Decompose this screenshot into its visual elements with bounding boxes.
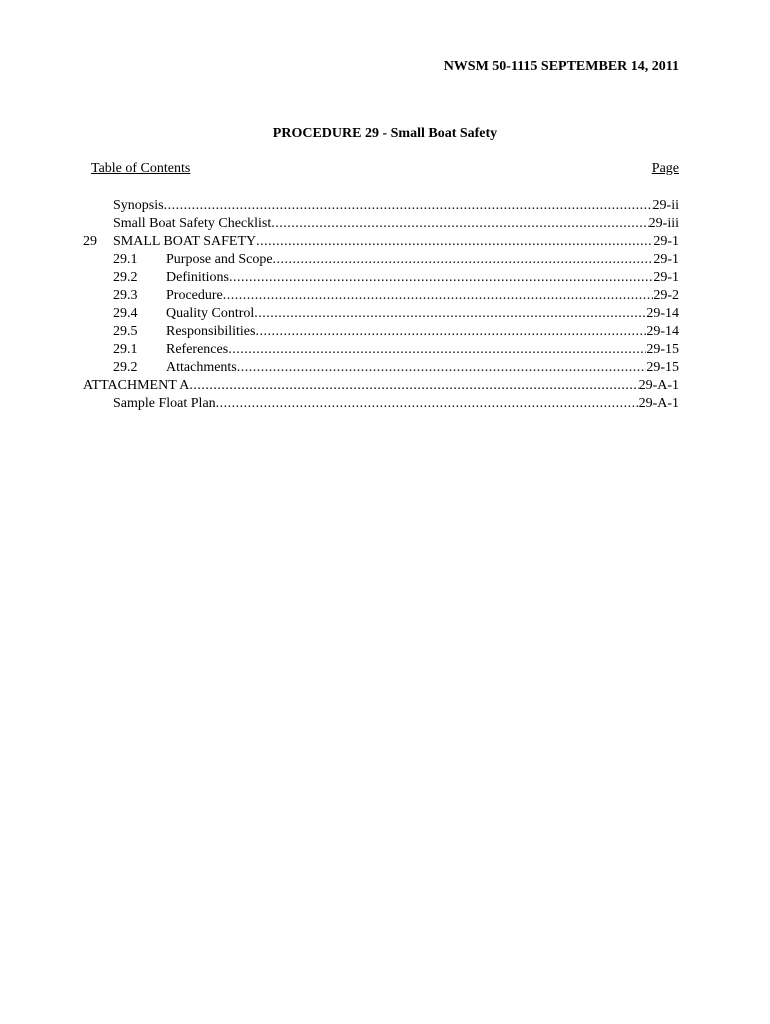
toc-entry-synopsis[interactable] bbox=[0, 197, 770, 215]
toc-entry-small-boat-safety[interactable] bbox=[0, 233, 770, 251]
toc-entry-page: 29-iii bbox=[648, 216, 679, 231]
toc-entry-page: 29-2 bbox=[653, 288, 679, 303]
toc-heading: Table of Contents bbox=[91, 161, 191, 176]
toc-entry-line bbox=[166, 287, 679, 305]
toc-entry-purpose-and-scope[interactable] bbox=[0, 251, 770, 269]
toc-entry-page: 29-1 bbox=[653, 252, 679, 267]
toc-entry-number: 29 bbox=[83, 234, 97, 249]
toc-entry-number: 29.3 bbox=[113, 288, 138, 303]
toc-entry-title: Attachments bbox=[166, 360, 237, 375]
toc-entry-line bbox=[166, 323, 679, 341]
toc-entry-line bbox=[113, 197, 679, 215]
toc-entry-title: References bbox=[166, 342, 229, 357]
toc-page-heading: Page bbox=[651, 161, 679, 176]
toc-entry-page: 29-1 bbox=[653, 270, 679, 285]
toc-entry-page: 29-15 bbox=[646, 360, 679, 375]
toc-entry-sample-float-plan[interactable] bbox=[0, 395, 770, 413]
toc-entry-procedure[interactable] bbox=[0, 287, 770, 305]
toc-entry-number: 29.1 bbox=[113, 342, 138, 357]
toc-entry-definitions[interactable] bbox=[0, 269, 770, 287]
toc-entry-quality-control[interactable] bbox=[0, 305, 770, 323]
dot-leader bbox=[273, 251, 654, 269]
toc-entry-page: 29-14 bbox=[646, 324, 679, 339]
toc-entry-attachment-a[interactable] bbox=[0, 377, 770, 395]
toc-entry-line bbox=[113, 395, 679, 413]
dot-leader bbox=[164, 197, 653, 215]
toc-entry-attachments[interactable] bbox=[0, 359, 770, 377]
toc-entry-number: 29.2 bbox=[113, 360, 138, 375]
toc-entry-title: Procedure bbox=[166, 288, 223, 303]
toc-entry-page: 29-15 bbox=[646, 342, 679, 357]
dot-leader bbox=[216, 395, 639, 413]
toc-entry-number: 29.1 bbox=[113, 252, 138, 267]
dot-leader bbox=[256, 233, 653, 251]
toc-entry-title: SMALL BOAT SAFETY bbox=[113, 234, 257, 249]
toc-entry-title: Synopsis bbox=[113, 198, 164, 213]
dot-leader bbox=[237, 359, 647, 377]
toc-entry-title: Purpose and Scope bbox=[166, 252, 273, 267]
toc-entry-line bbox=[166, 341, 679, 359]
toc-entry-responsibilities[interactable] bbox=[0, 323, 770, 341]
toc-entry-line bbox=[83, 377, 679, 395]
toc-entry-title: Small Boat Safety Checklist bbox=[113, 216, 272, 231]
toc-entry-line bbox=[166, 359, 679, 377]
procedure-title: PROCEDURE 29 - Small Boat Safety bbox=[272, 126, 498, 141]
toc-entry-title: ATTACHMENT A bbox=[83, 378, 190, 393]
dot-leader bbox=[228, 341, 646, 359]
dot-leader bbox=[189, 377, 638, 395]
toc-entry-title: Sample Float Plan bbox=[113, 396, 216, 411]
toc-entry-line bbox=[166, 251, 679, 269]
toc-entry-line bbox=[166, 269, 679, 287]
toc-entry-title: Definitions bbox=[166, 270, 229, 285]
toc-entry-page: 29-A-1 bbox=[638, 396, 679, 411]
toc-entry-title: Responsibilities bbox=[166, 324, 256, 339]
toc-entry-line bbox=[166, 305, 679, 323]
document-header: NWSM 50-1115 SEPTEMBER 14, 2011 bbox=[443, 59, 679, 74]
toc-entry-page: 29-14 bbox=[646, 306, 679, 321]
toc-entry-line bbox=[113, 233, 679, 251]
toc-entry-page: 29-ii bbox=[652, 198, 679, 213]
toc-entry-page: 29-A-1 bbox=[638, 378, 679, 393]
toc-entry-line bbox=[113, 215, 679, 233]
dot-leader bbox=[271, 215, 648, 233]
toc-entry-page: 29-1 bbox=[653, 234, 679, 249]
table-of-contents bbox=[0, 197, 770, 413]
toc-entry-number: 29.2 bbox=[113, 270, 138, 285]
dot-leader bbox=[229, 269, 653, 287]
toc-entry-number: 29.5 bbox=[113, 324, 138, 339]
dot-leader bbox=[254, 305, 646, 323]
dot-leader bbox=[255, 323, 646, 341]
dot-leader bbox=[223, 287, 654, 305]
toc-entry-references[interactable] bbox=[0, 341, 770, 359]
toc-entry-checklist[interactable] bbox=[0, 215, 770, 233]
toc-entry-title: Quality Control bbox=[166, 306, 255, 321]
toc-entry-number: 29.4 bbox=[113, 306, 138, 321]
